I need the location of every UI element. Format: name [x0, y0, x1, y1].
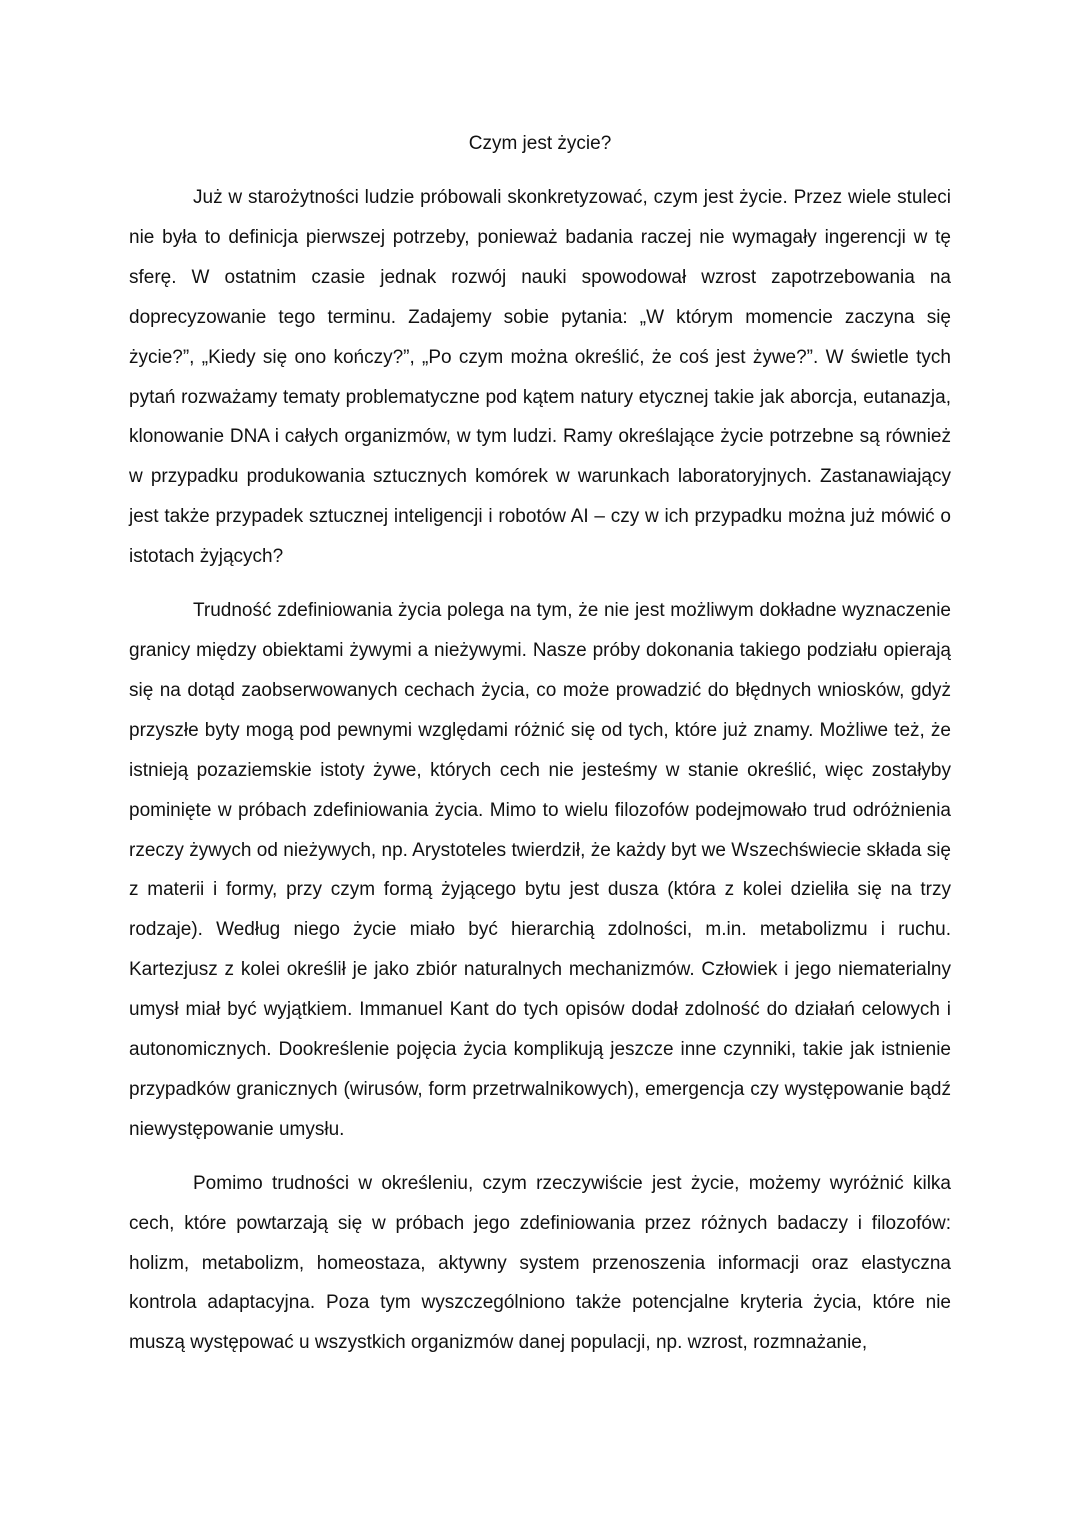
paragraph-2: Trudność zdefiniowania życia polega na tym, że nie jest możliwym dokładne wyznaczenie granicy między obiektami żywymi a nieżywymi. Nasze próby dokonania takiego podziału opierają się na dotąd zaobserwowanych cechach życia, co może prowadzić do błędnych wniosków, gdyż przyszłe byty mogą pod pewnymi względami różnić się od tych, które już znamy. Możliwe też, że istnieją pozaziemskie istoty żywe, których cech nie jesteśmy w stanie określić, więc zostałyby pominięte w próbach zdefiniowania życia. Mimo to wielu filozofów podejmowało trud odróżnienia rzeczy żywych od nieżywych, np. Arystoteles twierdził, że każdy byt we Wszechświecie składa się z materii i formy, przy czym formą żyjącego bytu jest dusza (która z kolei dzieliła się na trzy rodzaje). Według niego życie miało być hierarchią zdolności, m.in. metabolizmu i ruchu. Kartezjusz z kolei określił je jako zbiór naturalnych mechanizmów. Człowiek i jego niematerialny umysł miał być wyjątkiem. Immanuel Kant do tych opisów dodał zdolność do działań celowych i autonomicznych. Dookreślenie pojęcia życia komplikują jeszcze inne czynniki, takie jak istnienie przypadków granicznych (wirusów, form przetrwalnikowych), emergencja czy występowanie bądź niewystępowanie umysłu.	[129, 600, 951, 1140]
paragraph-3: Pomimo trudności w określeniu, czym rzeczywiście jest życie, możemy wyróżnić kilka cech, które powtarzają się w próbach jego zdefiniowania przez różnych badaczy i filozofów: holizm, metabolizm, homeostaza, aktywny system przenoszenia informacji oraz elastyczna kontrola adaptacyjna. Poza tym wyszczególniono także potencjalne kryteria życia, które nie muszą występować u wszystkich organizmów danej populacji, np. wzrost, rozmnażanie,	[129, 1172, 951, 1354]
document-body	[129, 124, 951, 1377]
paragraph-1: Już w starożytności ludzie próbowali skonkretyzować, czym jest życie. Przez wiele stuleci nie była to definicja pierwszej potrzeby, ponieważ badania raczej nie wymagały ingerencji w tę sferę. W ostatnim czasie jednak rozwój nauki spowodował wzrost zapotrzebowania na doprecyzowanie tego terminu. Zadajemy sobie pytania: „W którym momencie zaczyna się życie?”, „Kiedy się ono kończy?”, „Po czym można określić, że coś jest żywe?”. W świetle tych pytań rozważamy tematy problematyczne pod kątem natury etycznej takie jak aborcja, eutanazja, klonowanie DNA i całych organizmów, w tym ludzi. Ramy określające życie potrzebne są również w przypadku produkowania sztucznych komórek w warunkach laboratoryjnych. Zastanawiający jest także przypadek sztucznej inteligencji i robotów AI – czy w ich przypadku można już mówić o istotach żyjących?	[129, 187, 951, 568]
document-title: Czym jest życie?	[468, 133, 612, 154]
